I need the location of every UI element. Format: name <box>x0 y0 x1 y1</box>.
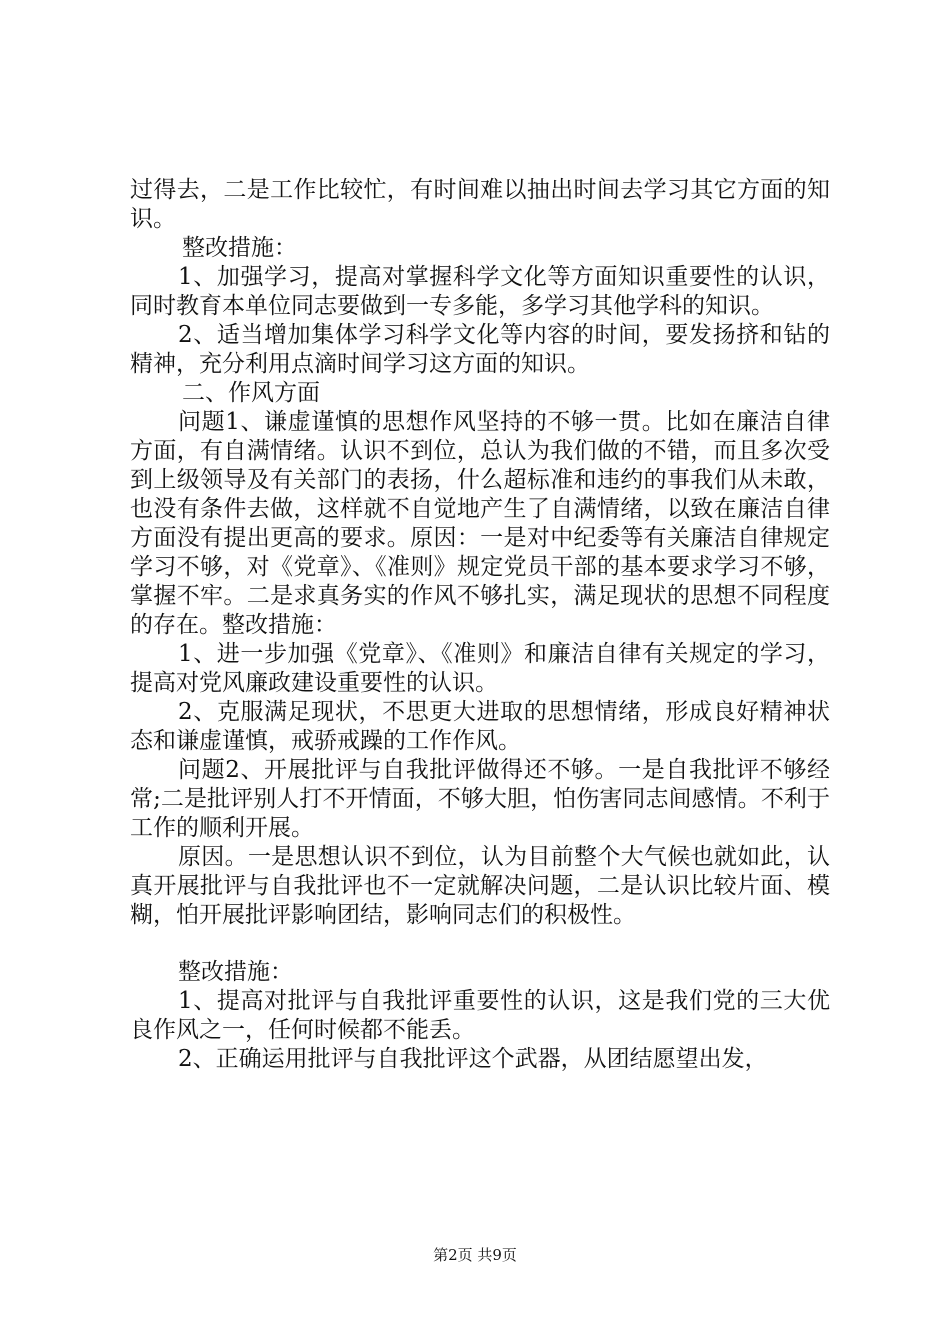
measure-item-1: 1、加强学习，提高对掌握科学文化等方面知识重要性的认识，同时教育本单位同志要做到一专多能，多学习其他学科的知识。 <box>130 264 830 319</box>
paragraph-gap <box>130 930 830 958</box>
section-heading-work-style: 二、作风方面 <box>182 380 320 406</box>
measure-item-2: 2、克服满足现状，不思更大进取的思想情绪，形成良好精神状态和谦虚谨慎，戒骄戒躁的工作作风。 <box>130 699 830 754</box>
measure-item-2: 2、正确运用批评与自我批评这个武器，从团结愿望出发， <box>178 1046 768 1072</box>
heading-rectification-measures: 整改措施： <box>182 235 297 261</box>
measure-item-2: 2、适当增加集体学习科学文化等内容的时间，要发扬挤和钻的精神，充分利用点滴时间学习这方面的知识。 <box>130 322 830 377</box>
page-number-label: 第2页 共9页 <box>433 1246 517 1264</box>
measure-item-1: 1、提高对批评与自我批评重要性的认识，这是我们党的三大优良作风之一，任何时候都不能丢。 <box>130 988 830 1043</box>
heading-rectification-measures: 整改措施： <box>178 959 293 985</box>
cause-paragraph: 原因。一是思想认识不到位，认为目前整个大气候也就如此，认真开展批评与自我批评也不一定就解决问题，二是认识比较片面、模糊，怕开展批评影响团结，影响同志们的积极性。 <box>130 844 830 928</box>
problem-1-paragraph: 问题1、谦虚谨慎的思想作风坚持的不够一贯。比如在廉洁自律方面，有自满情绪。认识不到位，总认为我们做的不错，而且多次受到上级领导及有关部门的表扬，什么超标准和违约的事我们从未敢，也没有条件去做，这样就不自觉地产生了自满情绪，以致在廉洁自律方面没有提出更高的要求。原因：一是对中纪委等有关廉洁自律规定学习不够，对《党章》、《准则》规定党员干部的基本要求学习不够，掌握不牢。二是求真务实的作风不够扎实，满足现状的思想不同程度的存在。整改措施： <box>130 409 830 638</box>
problem-2-paragraph: 问题2、开展批评与自我批评做得还不够。一是自我批评不够经常;二是批评别人打不开情面，不够大胆，怕伤害同志间感情。不利于工作的顺利开展。 <box>130 757 830 841</box>
page-footer <box>0 1244 950 1265</box>
document-body <box>130 176 830 1074</box>
measure-item-1: 1、进一步加强《党章》、《准则》和廉洁自律有关规定的学习，提高对党风廉政建设重要性的认识。 <box>130 641 830 696</box>
paragraph-continuation: 过得去，二是工作比较忙，有时间难以抽出时间去学习其它方面的知识。 <box>130 177 830 232</box>
